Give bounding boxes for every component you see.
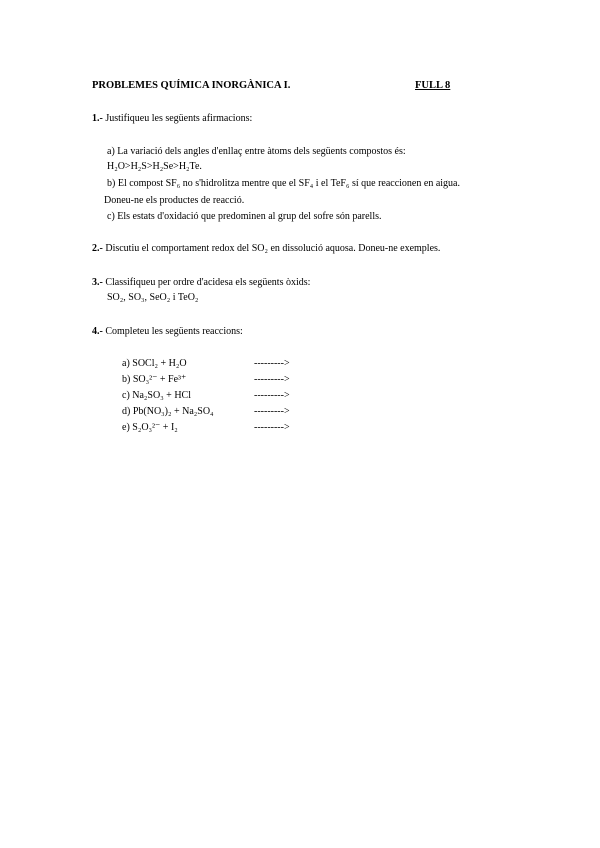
problem-2 [92,243,440,255]
reaction-e-arrow: ---------> [254,422,290,433]
problem-3-list: SO₂, SO₃, SeO₂ i TeO₂ [107,292,199,303]
reaction-c-arrow: ---------> [254,390,290,401]
problem-1b-line1: b) El compost SF₆ no s'hidrolitza mentre que el SF₄ i el TeF₆ sí que reaccionen en aigua. [107,178,460,189]
page-title: PROBLEMES QUÍMICA INORGÀNICA I. [92,80,291,91]
problem-1 [92,113,252,125]
problem-2-text: Discutiu el comportament redox del SO₂ en dissolució aquosa. Doneu-ne exemples. [105,243,441,254]
problem-4 [92,326,243,338]
problem-1c-text: c) Els estats d'oxidació que predominen al grup del sofre són parells. [107,211,382,222]
reaction-a-arrow: ---------> [254,358,290,369]
problem-3 [92,277,310,289]
problem-4-text: Completeu les següents reaccions: [105,326,243,337]
reaction-e: e) S₂O₃²⁻ + I₂ [122,422,178,433]
reaction-a: a) SOCl₂ + H₂O [122,358,187,369]
problem-1a-text: a) La variació dels angles d'enllaç entre àtoms dels següents compostos és: [107,146,406,157]
problem-2-number: 2.- [92,243,103,254]
reaction-b-arrow: ---------> [254,374,290,385]
sheet-label: FULL 8 [415,80,451,91]
reaction-d: d) Pb(NO₃)₂ + Na₂SO₄ [122,406,214,417]
problem-1b-line2: Doneu-ne els productes de reacció. [104,195,245,206]
problem-3-text: Classifiqueu per ordre d'acidesa els següents òxids: [105,277,311,288]
problem-3-number: 3.- [92,277,103,288]
reaction-c: c) Na₂SO₃ + HCl [122,390,191,401]
problem-1-text: Justifiqueu les següents afirmacions: [105,113,253,124]
reaction-b: b) SO₃²⁻ + Fe³⁺ [122,374,187,385]
problem-1-number: 1.- [92,113,103,124]
problem-1a-formula: H₂O>H₂S>H₂Se>H₂Te. [107,161,202,172]
reaction-d-arrow: ---------> [254,406,290,417]
problem-4-number: 4.- [92,326,103,337]
